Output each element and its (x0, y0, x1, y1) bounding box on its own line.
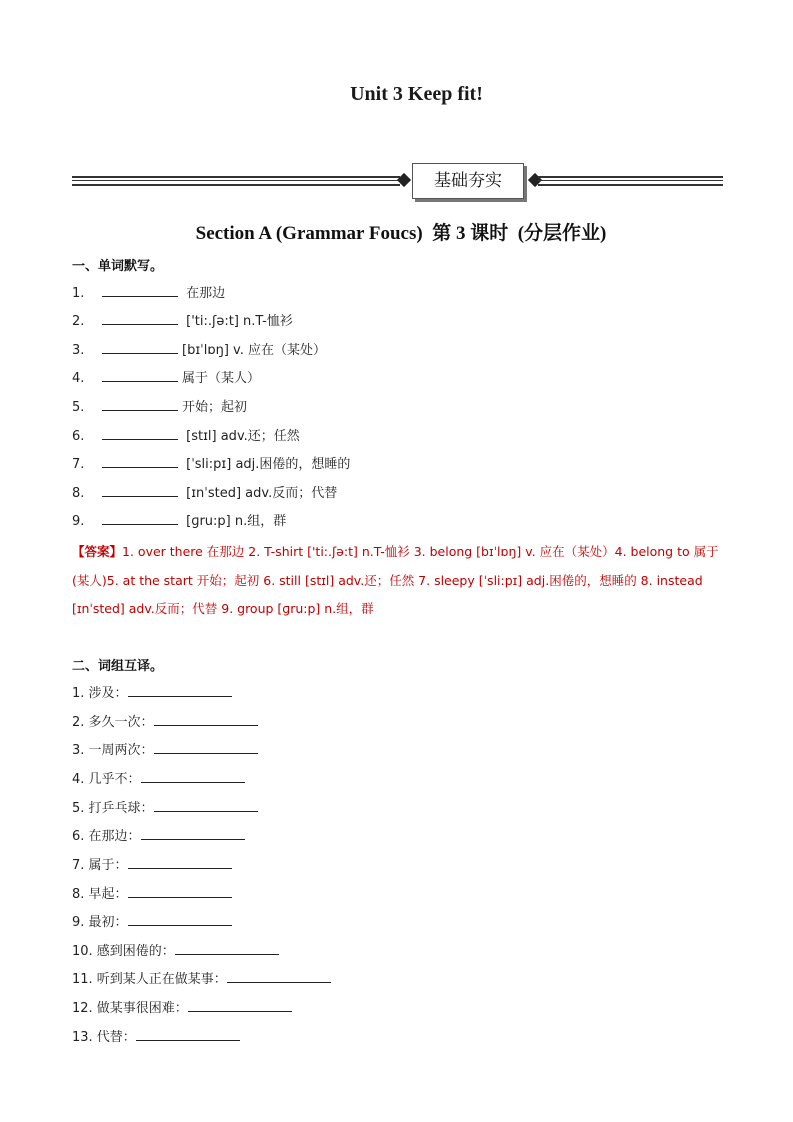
phrase-prompt: 8. 早起： (72, 887, 128, 902)
answer-blank[interactable] (188, 998, 292, 1012)
answer-blank[interactable] (227, 969, 331, 983)
phrase-prompt: 6. 在那边： (72, 829, 141, 844)
answer-blank[interactable] (102, 311, 178, 325)
phrase-item (72, 855, 232, 875)
phrase-item (72, 884, 232, 904)
vocab-item (72, 311, 293, 331)
item-text: [ɡru:p] n.组，群 (182, 514, 287, 529)
answer-blank[interactable] (128, 855, 232, 869)
phrase-prompt: 4. 几乎不： (72, 772, 141, 787)
answer-blank[interactable] (102, 340, 178, 354)
phrase-item (72, 712, 258, 732)
phrase-item (72, 769, 245, 789)
phrase-prompt: 13. 代替： (72, 1030, 136, 1045)
vocab-item (72, 340, 326, 360)
item-number: 1. (72, 286, 85, 301)
answer-blank[interactable] (141, 826, 245, 840)
vocab-item (72, 397, 247, 417)
phrase-prompt: 2. 多久一次： (72, 715, 154, 730)
item-text: 开始；起初 (182, 400, 248, 415)
item-text: [bɪˈlɒŋ] v. 应在（某处） (182, 343, 326, 358)
item-text: ['ti:.ʃə:t] n.T-恤衫 (182, 314, 293, 329)
answer-text: 1. over there 在那边 2. T-shirt ['ti:.ʃə:t] n.T-恤衫 3. belong [bɪˈlɒŋ] v. 应在（某处）4. belong to 属于(某人)5. at the start 开始；起初 6. still [stɪl] adv.还；任然 7. sleepy [ˈsli:pɪ] adj.困倦的，想睡的 8. instead [ɪnˈsted] adv.反而；代替 9. group [ɡru:p] n.组，群 (72, 544, 719, 617)
answer-blank[interactable] (102, 283, 178, 297)
answer-blank[interactable] (154, 740, 258, 754)
phrase-prompt: 3. 一周两次： (72, 743, 154, 758)
phrase-prompt: 7. 属于： (72, 858, 128, 873)
item-text: 在那边 (182, 286, 226, 301)
vocab-item (72, 483, 337, 503)
part1-heading: 一、单词默写。 (72, 259, 164, 274)
phrase-item (72, 798, 258, 818)
answer-blank[interactable] (102, 483, 178, 497)
banner-rule-right (538, 176, 723, 186)
item-text: [stɪl] adv.还；任然 (182, 429, 300, 444)
answer-blank[interactable] (128, 884, 232, 898)
answer-blank[interactable] (128, 683, 232, 697)
item-number: 4. (72, 371, 85, 386)
answer-blank[interactable] (136, 1027, 240, 1041)
item-text: [ˈsli:pɪ] adj.困倦的，想睡的 (182, 457, 351, 472)
answer-blank[interactable] (175, 941, 279, 955)
vocab-item (72, 426, 300, 446)
answer-blank[interactable] (154, 712, 258, 726)
answer-blank[interactable] (154, 798, 258, 812)
phrase-prompt: 9. 最初： (72, 915, 128, 930)
vocab-item (72, 511, 286, 531)
phrase-item (72, 1027, 240, 1047)
phrase-item (72, 998, 292, 1018)
phrase-item (72, 969, 331, 989)
answer-key (72, 538, 722, 624)
phrase-prompt: 11. 听到某人正在做某事： (72, 972, 227, 987)
item-number: 7. (72, 457, 85, 472)
item-number: 2. (72, 314, 85, 329)
answer-tag: 【答案】 (72, 544, 123, 559)
banner-label: 基础夯实 (412, 163, 524, 199)
answer-blank[interactable] (128, 912, 232, 926)
banner-rule-left (72, 176, 400, 186)
section-banner (72, 163, 723, 199)
section-title: Section A (Grammar Foucs) 第 3 课时 (分层作业) (195, 223, 607, 244)
vocab-item (72, 454, 350, 474)
answer-blank[interactable] (102, 454, 178, 468)
item-number: 5. (72, 400, 85, 415)
phrase-item (72, 941, 279, 961)
item-number: 8. (72, 486, 85, 501)
phrase-item (72, 826, 245, 846)
vocab-item (72, 368, 260, 388)
item-number: 6. (72, 429, 85, 444)
phrase-prompt: 10. 感到困倦的： (72, 944, 175, 959)
item-text: [ɪnˈsted] adv.反而；代替 (182, 486, 338, 501)
answer-blank[interactable] (141, 769, 245, 783)
answer-blank[interactable] (102, 511, 178, 525)
part2-heading: 二、词组互译。 (72, 659, 164, 674)
answer-blank[interactable] (102, 426, 178, 440)
phrase-prompt: 5. 打乒乓球： (72, 801, 154, 816)
answer-blank[interactable] (102, 368, 178, 382)
item-number: 3. (72, 343, 85, 358)
phrase-prompt: 1. 涉及： (72, 686, 128, 701)
answer-blank[interactable] (102, 397, 178, 411)
phrase-item (72, 912, 232, 932)
document-title: Unit 3 Keep fit! (350, 83, 483, 105)
phrase-prompt: 12. 做某事很困难： (72, 1001, 188, 1016)
phrase-item (72, 683, 232, 703)
item-number: 9. (72, 514, 85, 529)
item-text: 属于（某人） (182, 371, 261, 386)
phrase-item (72, 740, 258, 760)
vocab-item (72, 283, 225, 303)
